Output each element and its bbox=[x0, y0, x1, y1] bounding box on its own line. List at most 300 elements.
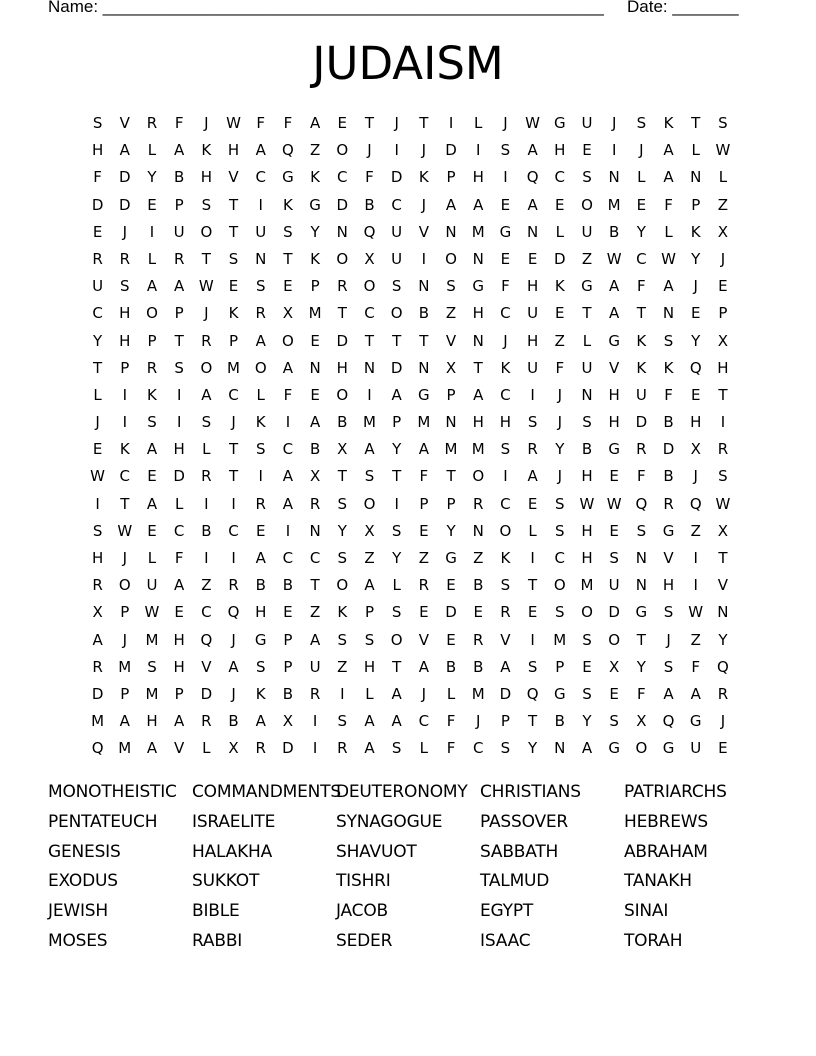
grid-letter: I bbox=[204, 549, 209, 567]
grid-letter: T bbox=[718, 385, 728, 404]
grid-row bbox=[84, 599, 737, 626]
grid-letter: I bbox=[95, 494, 100, 513]
grid-letter: R bbox=[337, 277, 348, 296]
grid-letter: H bbox=[662, 576, 675, 595]
grid-letter: N bbox=[363, 358, 376, 377]
grid-letter: M bbox=[471, 440, 485, 459]
grid-letter: R bbox=[473, 630, 484, 649]
grid-letter: E bbox=[228, 277, 239, 296]
grid-letter: U bbox=[527, 358, 539, 377]
grid-letter: J bbox=[693, 277, 698, 296]
grid-letter: G bbox=[445, 549, 457, 567]
grid-letter: O bbox=[118, 576, 131, 595]
grid-row bbox=[84, 681, 737, 708]
grid-letter: M bbox=[118, 739, 132, 758]
grid-letter: M bbox=[417, 413, 431, 432]
grid-letter: Z bbox=[337, 657, 348, 676]
grid-letter: F bbox=[93, 168, 102, 187]
grid-letter: N bbox=[309, 358, 321, 377]
grid-letter: E bbox=[174, 603, 184, 622]
grid-letter: M bbox=[444, 440, 458, 459]
grid-letter: H bbox=[472, 168, 484, 187]
grid-letter: P bbox=[364, 603, 374, 622]
grid-letter: E bbox=[473, 603, 483, 622]
grid-letter: L bbox=[582, 331, 592, 350]
grid-letter: U bbox=[690, 739, 702, 758]
grid-letter: V bbox=[500, 630, 511, 649]
grid-letter: L bbox=[147, 141, 157, 160]
grid-letter: C bbox=[282, 440, 294, 459]
grid-letter: S bbox=[120, 277, 130, 296]
grid-letter: X bbox=[690, 440, 701, 459]
grid-letter: A bbox=[690, 684, 701, 703]
word-bank-item: ISRAELITE bbox=[192, 811, 276, 832]
grid-letter: J bbox=[611, 114, 617, 132]
grid-letter: B bbox=[364, 195, 375, 214]
grid-letter: F bbox=[555, 358, 565, 377]
word-bank-item: MOSES bbox=[48, 930, 108, 951]
grid-letter: N bbox=[581, 385, 593, 404]
grid-letter: I bbox=[312, 739, 318, 758]
word-bank-item: SHAVUOT bbox=[336, 841, 417, 862]
grid-letter: Q bbox=[689, 494, 702, 513]
grid-letter: R bbox=[92, 657, 103, 676]
grid-letter: H bbox=[499, 413, 512, 432]
grid-letter: O bbox=[581, 195, 593, 214]
grid-row bbox=[84, 463, 737, 490]
grid-letter: Z bbox=[690, 630, 701, 649]
word-bank-item: PATRIARCHS bbox=[624, 782, 727, 802]
grid-row bbox=[84, 409, 737, 436]
grid-letter: U bbox=[92, 277, 104, 296]
letter-grid bbox=[84, 110, 737, 763]
grid-letter: F bbox=[174, 549, 184, 567]
grid-letter: D bbox=[282, 739, 294, 758]
grid-letter: C bbox=[173, 521, 185, 540]
grid-letter: C bbox=[554, 168, 566, 187]
grid-letter: W bbox=[90, 467, 106, 486]
word-bank-item: DEUTERONOMY bbox=[336, 782, 468, 802]
grid-letter: R bbox=[473, 494, 484, 513]
grid-letter: O bbox=[363, 277, 376, 296]
grid-letter: I bbox=[176, 413, 182, 432]
grid-letter: S bbox=[663, 603, 674, 622]
grid-letter: F bbox=[365, 168, 374, 187]
grid-letter: N bbox=[445, 413, 457, 432]
grid-letter: K bbox=[255, 684, 266, 703]
grid-letter: M bbox=[553, 630, 567, 649]
grid-letter: E bbox=[310, 331, 320, 350]
grid-letter: D bbox=[336, 195, 349, 214]
word-bank-item: TORAH bbox=[624, 930, 683, 951]
grid-letter: P bbox=[174, 195, 184, 214]
grid-letter: F bbox=[664, 385, 673, 404]
grid-letter: P bbox=[120, 603, 130, 622]
grid-letter: P bbox=[500, 712, 510, 731]
grid-letter: G bbox=[608, 440, 620, 459]
grid-letter: J bbox=[367, 141, 372, 160]
grid-letter: M bbox=[362, 413, 376, 432]
grid-letter: W bbox=[661, 249, 676, 268]
grid-letter: A bbox=[309, 630, 321, 649]
grid-letter: P bbox=[310, 277, 320, 296]
grid-letter: P bbox=[446, 385, 456, 404]
grid-letter: A bbox=[282, 494, 294, 513]
grid-letter: U bbox=[255, 222, 267, 241]
grid-letter: E bbox=[582, 657, 592, 676]
grid-letter: A bbox=[391, 385, 402, 404]
grid-letter: U bbox=[309, 657, 321, 676]
grid-letter: S bbox=[364, 467, 375, 486]
grid-letter: N bbox=[445, 222, 457, 241]
grid-letter: P bbox=[120, 358, 130, 377]
grid-letter: J bbox=[557, 413, 562, 432]
grid-letter: S bbox=[636, 521, 647, 540]
grid-letter: P bbox=[229, 331, 239, 350]
grid-letter: D bbox=[554, 249, 566, 268]
grid-letter: A bbox=[174, 712, 185, 731]
grid-letter: M bbox=[227, 358, 240, 377]
grid-letter: F bbox=[637, 684, 646, 703]
grid-letter: J bbox=[720, 712, 726, 731]
grid-letter: R bbox=[201, 331, 212, 350]
grid-letter: J bbox=[693, 467, 698, 486]
grid-letter: C bbox=[418, 712, 430, 731]
grid-letter: H bbox=[173, 657, 185, 676]
grid-letter: V bbox=[663, 549, 674, 567]
grid-letter: S bbox=[174, 358, 184, 377]
grid-letter: O bbox=[581, 603, 593, 622]
grid-letter: L bbox=[446, 684, 456, 703]
grid-letter: W bbox=[525, 114, 541, 132]
grid-letter: F bbox=[283, 385, 293, 404]
grid-letter: H bbox=[581, 467, 593, 486]
grid-letter: T bbox=[419, 114, 429, 132]
grid-letter: P bbox=[283, 657, 293, 676]
grid-letter: P bbox=[718, 304, 728, 323]
grid-letter: O bbox=[499, 521, 512, 540]
grid-letter: D bbox=[390, 168, 403, 187]
grid-letter: K bbox=[663, 358, 674, 377]
grid-letter: L bbox=[555, 222, 564, 241]
grid-letter: W bbox=[715, 494, 731, 513]
grid-letter: S bbox=[582, 413, 592, 432]
grid-letter: R bbox=[201, 712, 212, 731]
grid-letter: H bbox=[91, 549, 104, 567]
grid-letter: E bbox=[690, 304, 701, 323]
grid-letter: X bbox=[92, 603, 103, 622]
grid-letter: Y bbox=[392, 549, 402, 567]
grid-letter: Y bbox=[555, 440, 565, 459]
grid-letter: B bbox=[282, 576, 294, 595]
grid-letter: N bbox=[472, 521, 484, 540]
grid-row bbox=[84, 735, 737, 762]
grid-letter: U bbox=[581, 114, 593, 132]
grid-letter: E bbox=[283, 603, 293, 622]
grid-letter: Z bbox=[309, 141, 321, 160]
grid-letter: S bbox=[609, 549, 619, 567]
grid-letter: E bbox=[419, 603, 429, 622]
word-bank-item: TALMUD bbox=[480, 871, 550, 892]
grid-letter: D bbox=[499, 684, 512, 703]
grid-letter: C bbox=[309, 549, 321, 567]
grid-letter: E bbox=[419, 521, 429, 540]
grid-letter: L bbox=[202, 739, 211, 758]
grid-letter: E bbox=[555, 195, 565, 214]
grid-letter: H bbox=[526, 331, 539, 350]
grid-letter: J bbox=[231, 684, 236, 703]
grid-letter: S bbox=[718, 114, 728, 132]
grid-letter: H bbox=[227, 141, 240, 160]
grid-letter: Z bbox=[554, 331, 565, 350]
grid-letter: N bbox=[336, 222, 348, 241]
grid-letter: Y bbox=[636, 657, 646, 676]
grid-letter: A bbox=[255, 141, 266, 160]
grid-letter: O bbox=[390, 304, 403, 323]
grid-letter: I bbox=[394, 494, 399, 513]
grid-letter: T bbox=[201, 249, 211, 268]
grid-letter: W bbox=[144, 603, 160, 622]
grid-letter: W bbox=[579, 494, 595, 513]
grid-letter: D bbox=[445, 141, 457, 160]
grid-letter: J bbox=[231, 413, 236, 432]
grid-letter: C bbox=[500, 304, 511, 323]
grid-letter: V bbox=[119, 114, 130, 132]
grid-letter: R bbox=[717, 684, 729, 703]
grid-letter: G bbox=[662, 739, 675, 758]
grid-letter: G bbox=[635, 603, 648, 622]
grid-letter: N bbox=[554, 739, 566, 758]
word-bank-item: EXODUS bbox=[48, 871, 118, 892]
grid-letter: B bbox=[609, 222, 620, 241]
grid-letter: R bbox=[717, 440, 729, 459]
grid-letter: O bbox=[363, 494, 376, 513]
grid-letter: R bbox=[146, 358, 158, 377]
page-title: JUDAISM bbox=[312, 37, 504, 90]
grid-letter: O bbox=[146, 304, 158, 323]
grid-letter: L bbox=[256, 385, 265, 404]
grid-letter: C bbox=[364, 304, 375, 323]
grid-letter: F bbox=[174, 114, 184, 132]
grid-letter: J bbox=[204, 114, 209, 132]
grid-letter: I bbox=[231, 549, 236, 567]
grid-letter: J bbox=[421, 195, 427, 214]
grid-letter: S bbox=[555, 603, 565, 622]
grid-letter: I bbox=[340, 684, 345, 703]
grid-letter: R bbox=[255, 494, 266, 513]
grid-letter: I bbox=[476, 141, 481, 160]
grid-letter: P bbox=[120, 684, 130, 703]
grid-letter: J bbox=[231, 630, 236, 649]
grid-letter: J bbox=[503, 331, 508, 350]
grid-letter: N bbox=[662, 304, 675, 323]
grid-letter: Q bbox=[662, 712, 675, 731]
grid-letter: O bbox=[336, 576, 349, 595]
grid-letter: K bbox=[228, 304, 239, 323]
grid-letter: N bbox=[717, 603, 729, 622]
grid-letter: G bbox=[254, 630, 267, 649]
grid-letter: S bbox=[337, 494, 348, 513]
grid-letter: R bbox=[255, 304, 266, 323]
grid-letter: Z bbox=[581, 249, 593, 268]
grid-letter: A bbox=[309, 413, 321, 432]
grid-letter: I bbox=[204, 494, 209, 513]
grid-letter: T bbox=[283, 249, 293, 268]
grid-letter: S bbox=[609, 712, 619, 731]
grid-letter: X bbox=[337, 440, 348, 459]
grid-letter: W bbox=[226, 114, 241, 132]
grid-letter: P bbox=[419, 494, 429, 513]
grid-letter: E bbox=[92, 440, 103, 459]
grid-letter: J bbox=[95, 413, 100, 432]
grid-letter: B bbox=[445, 657, 457, 676]
grid-letter: E bbox=[636, 195, 647, 214]
grid-letter: A bbox=[663, 141, 674, 160]
grid-letter: H bbox=[581, 521, 593, 540]
grid-letter: J bbox=[639, 141, 644, 160]
grid-letter: H bbox=[554, 141, 566, 160]
grid-letter: G bbox=[499, 222, 512, 241]
grid-letter: V bbox=[717, 576, 729, 595]
grid-letter: S bbox=[582, 168, 592, 187]
grid-letter: T bbox=[228, 222, 239, 241]
grid-letter: A bbox=[391, 712, 402, 731]
grid-row bbox=[84, 545, 737, 572]
grid-letter: H bbox=[119, 331, 131, 350]
grid-letter: B bbox=[255, 576, 266, 595]
grid-letter: D bbox=[608, 603, 620, 622]
grid-letter: S bbox=[555, 521, 565, 540]
grid-letter: X bbox=[717, 222, 729, 241]
grid-letter: I bbox=[258, 195, 263, 214]
grid-letter: A bbox=[228, 657, 239, 676]
grid-letter: X bbox=[364, 521, 375, 540]
grid-letter: Z bbox=[418, 549, 429, 567]
grid-letter: E bbox=[337, 114, 348, 132]
grid-letter: N bbox=[309, 521, 321, 540]
grid-letter: T bbox=[120, 494, 130, 513]
grid-letter: A bbox=[609, 304, 620, 323]
grid-letter: A bbox=[473, 195, 484, 214]
grid-letter: L bbox=[691, 141, 700, 160]
grid-letter: J bbox=[720, 249, 726, 268]
grid-letter: B bbox=[309, 440, 321, 459]
grid-letter: J bbox=[122, 630, 127, 649]
grid-letter: E bbox=[500, 249, 511, 268]
grid-letter: A bbox=[255, 549, 266, 567]
word-bank-item: PENTATEUCH bbox=[48, 811, 158, 832]
grid-letter: C bbox=[554, 549, 566, 567]
grid-letter: O bbox=[336, 385, 349, 404]
grid-letter: R bbox=[92, 249, 103, 268]
grid-letter: D bbox=[173, 467, 185, 486]
grid-letter: E bbox=[718, 277, 728, 296]
grid-letter: K bbox=[636, 358, 647, 377]
grid-letter: Y bbox=[392, 440, 402, 459]
word-bank-item: COMMANDMENTS bbox=[192, 782, 341, 802]
grid-letter: A bbox=[663, 684, 674, 703]
grid-letter: L bbox=[147, 549, 157, 567]
grid-letter: S bbox=[255, 657, 266, 676]
grid-letter: D bbox=[200, 684, 213, 703]
grid-letter: A bbox=[418, 657, 429, 676]
grid-letter: E bbox=[147, 467, 157, 486]
grid-letter: U bbox=[391, 249, 403, 268]
grid-letter: B bbox=[554, 712, 565, 731]
grid-letter: I bbox=[530, 549, 535, 567]
grid-letter: R bbox=[201, 467, 212, 486]
grid-letter: Q bbox=[526, 168, 539, 187]
grid-letter: N bbox=[418, 358, 430, 377]
grid-letter: B bbox=[201, 521, 212, 540]
grid-letter: E bbox=[609, 467, 619, 486]
grid-letter: C bbox=[337, 168, 348, 187]
grid-letter: M bbox=[118, 657, 132, 676]
grid-letter: S bbox=[255, 440, 266, 459]
grid-letter: M bbox=[471, 222, 485, 241]
grid-letter: L bbox=[528, 521, 537, 540]
grid-letter: J bbox=[476, 712, 481, 731]
grid-letter: L bbox=[93, 385, 102, 404]
grid-letter: H bbox=[526, 277, 539, 296]
grid-letter: B bbox=[282, 684, 294, 703]
grid-letter: C bbox=[119, 467, 131, 486]
grid-letter: I bbox=[693, 576, 698, 595]
grid-letter: A bbox=[201, 385, 212, 404]
grid-letter: A bbox=[119, 141, 130, 160]
grid-letter: X bbox=[636, 712, 647, 731]
grid-row bbox=[84, 491, 737, 518]
word-bank-item: EGYPT bbox=[480, 901, 534, 922]
grid-letter: J bbox=[557, 467, 562, 486]
grid-letter: U bbox=[146, 576, 158, 595]
grid-letter: K bbox=[690, 222, 701, 241]
grid-letter: A bbox=[146, 739, 158, 758]
grid-row bbox=[84, 164, 737, 191]
grid-letter: F bbox=[446, 739, 456, 758]
grid-letter: L bbox=[474, 114, 483, 132]
grid-letter: X bbox=[282, 304, 294, 323]
grid-letter: Z bbox=[364, 549, 375, 567]
grid-letter: A bbox=[92, 630, 103, 649]
grid-letter: T bbox=[228, 440, 239, 459]
grid-letter: D bbox=[445, 603, 457, 622]
grid-letter: G bbox=[472, 277, 485, 296]
grid-letter: X bbox=[609, 657, 620, 676]
grid-letter: C bbox=[92, 304, 103, 323]
grid-letter: S bbox=[500, 440, 511, 459]
date-line: Date: _______ bbox=[627, 0, 739, 16]
word-bank-item: TISHRI bbox=[336, 871, 391, 892]
grid-letter: T bbox=[228, 467, 239, 486]
grid-letter: I bbox=[258, 467, 263, 486]
grid-letter: T bbox=[392, 467, 402, 486]
grid-letter: T bbox=[364, 114, 375, 132]
grid-letter: Y bbox=[93, 331, 103, 350]
grid-letter: T bbox=[718, 549, 728, 567]
word-bank-item: SABBATH bbox=[480, 841, 559, 862]
grid-letter: A bbox=[174, 141, 185, 160]
grid-row bbox=[84, 137, 737, 164]
grid-letter: R bbox=[92, 576, 103, 595]
grid-letter: G bbox=[309, 195, 321, 214]
grid-letter: A bbox=[473, 385, 484, 404]
grid-letter: K bbox=[201, 141, 212, 160]
grid-letter: S bbox=[201, 195, 212, 214]
grid-letter: I bbox=[530, 385, 535, 404]
word-bank-item: CHRISTIANS bbox=[480, 782, 581, 802]
grid-letter: A bbox=[663, 277, 674, 296]
